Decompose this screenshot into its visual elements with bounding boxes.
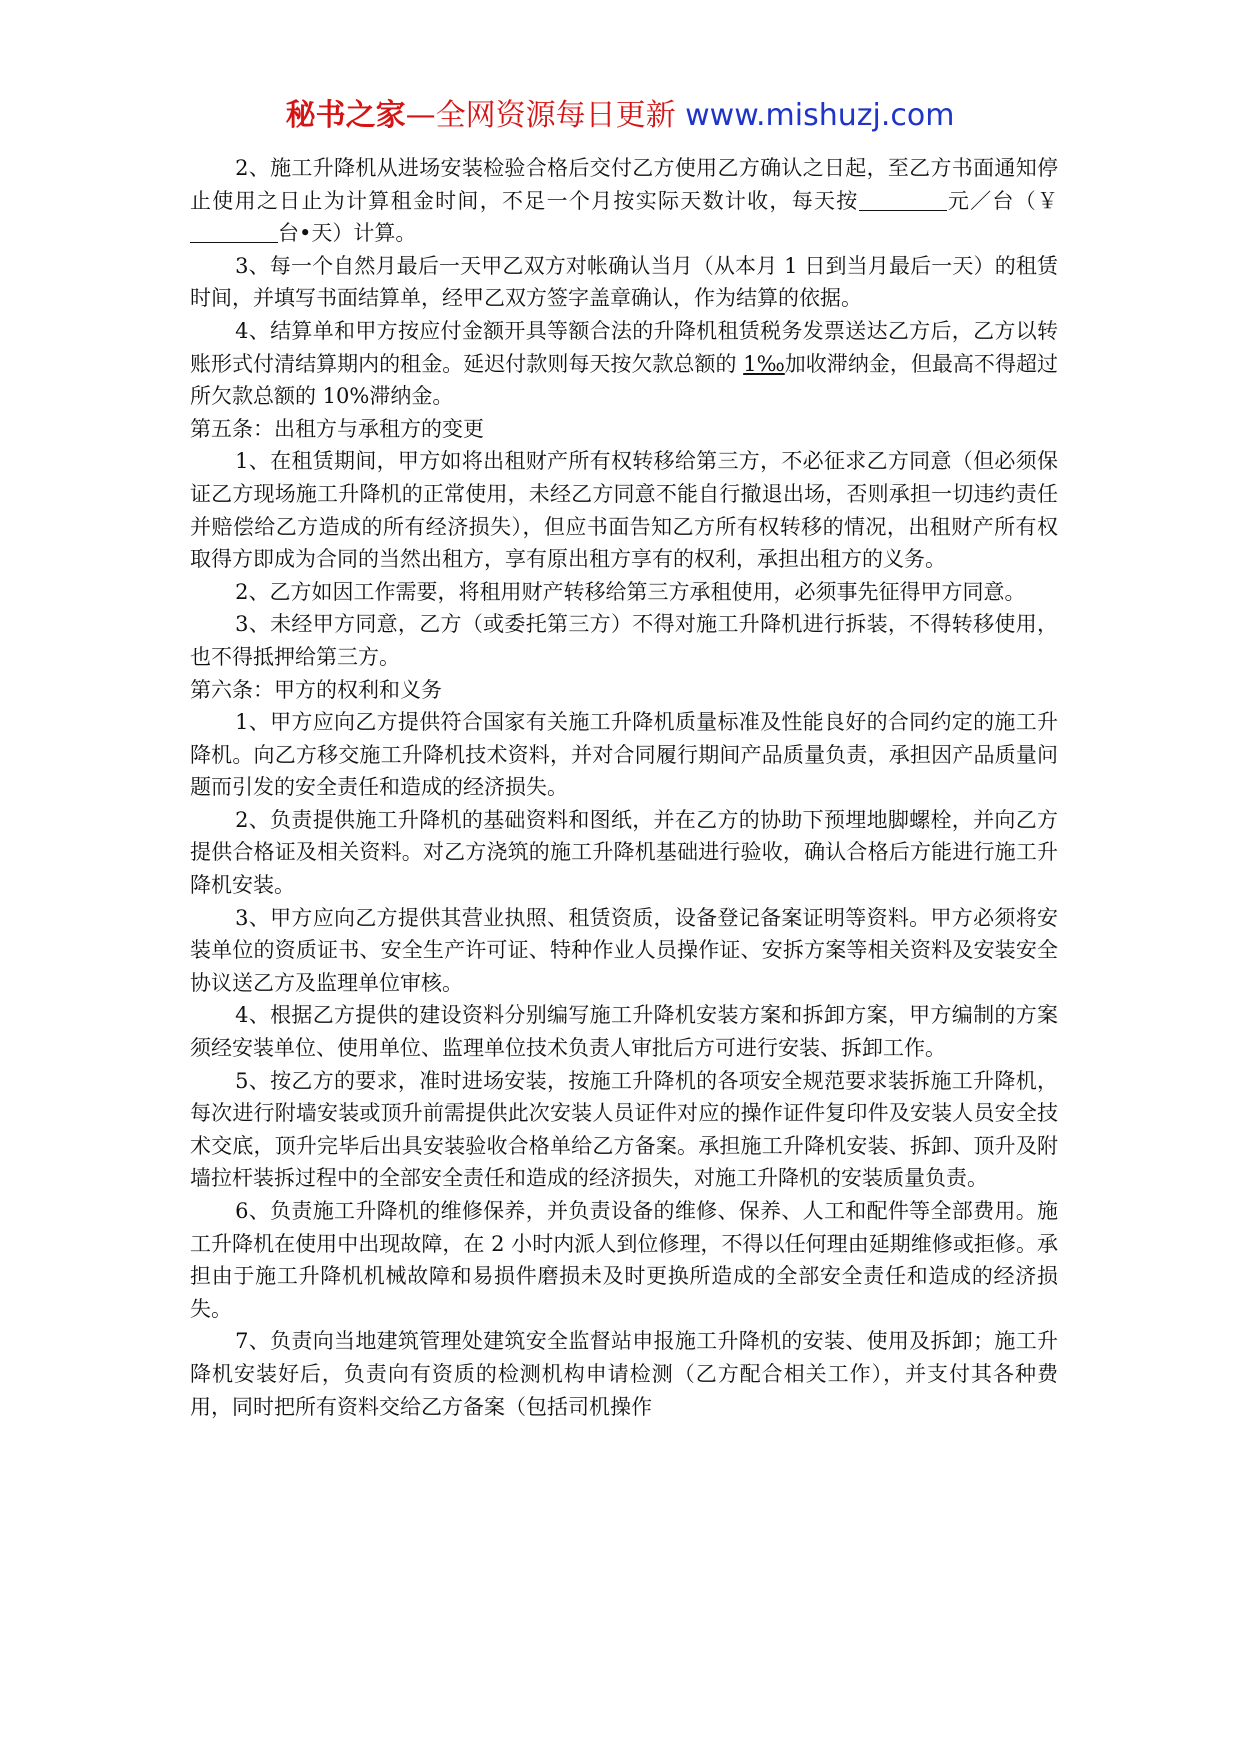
site-header [0,96,1240,136]
clause4-paragraph-4: 4、结算单和甲方按应付金额开具等额合法的升降机租赁税务发票送达乙方后，乙方以转账形式付清结算期内的租金。延迟付款则每天按欠款总额的 1‰加收滞纳金，但最高不得超过所欠款总额的 10%滞纳金。 [190,318,1058,409]
clause4-paragraph-2: 2、施工升降机从进场安装检验合格后交付乙方使用乙方确认之日起，至乙方书面通知停止使用之日止为计算租金时间，不足一个月按实际天数计收，每天按 元／台（￥台•天）计算。 [190,156,1059,246]
clause5-paragraph-3: 3、未经甲方同意，乙方（或委托第三方）不得对施工升降机进行拆装，不得转移使用，也不得抵押给第三方。 [190,612,1058,669]
header-url-link[interactable]: www.mishuzj.com [685,98,955,133]
clause5-paragraph-2: 2、乙方如因工作需要，将租用财产转移给第三方承租使用，必须事先征得甲方同意。 [235,579,1026,604]
clause6-paragraph-4: 4、根据乙方提供的建设资料分别编写施工升降机安装方案和拆卸方案，甲方编制的方案须经安装单位、使用单位、监理单位技术负责人审批后方可进行安装、拆卸工作。 [190,1003,1058,1061]
late-fee-rate: 1‰ [743,351,785,376]
clause6-paragraph-7: 7、负责向当地建筑管理处建筑安全监督站申报施工升降机的安装、使用及拆卸；施工升降机安装好后，负责向有资质的检测机构申请检测（乙方配合相关工作），并支付其各种费用，同时把所有资料交给乙方备案（包括司机操作 [190,1329,1058,1419]
brand-name: 秘书之家 [285,98,406,133]
clause6-paragraph-2: 2、负责提供施工升降机的基础资料和图纸，并在乙方的协助下预埋地脚螺栓，并向乙方提供合格证及相关资料。对乙方浇筑的施工升降机基础进行验收，确认合格后方能进行施工升降机安装。 [190,807,1058,898]
clause5-paragraph-1: 1、在租赁期间，甲方如将出租财产所有权转移给第三方，不必征求乙方同意（但必须保证乙方现场施工升降机的正常使用，未经乙方同意不能自行撤退出场，否则承担一切违约责任并赔偿给乙方造成的所有经济损失），但应书面告知乙方所有权转移的情况，出租财产所有权取得方即成为合同的当然出租方，享有原出租方享有的权利，承担出租方的义务。 [190,449,1058,572]
clause6-paragraph-5: 5、按乙方的要求，准时进场安装，按施工升降机的各项安全规范要求装拆施工升降机，每次进行附墙安装或顶升前需提供此次安装人员证件对应的操作证件复印件及安装人员安全技术交底，顶升完毕后出具安装验收合格单给乙方备案。承担施工升降机安装、拆卸、顶升及附墙拉杆装拆过程中的全部安全责任和造成的经济损失，对施工升降机的安装质量负责。 [190,1068,1058,1191]
clause6-paragraph-1: 1、甲方应向乙方提供符合国家有关施工升降机质量标准及性能良好的合同约定的施工升降机。向乙方移交施工升降机技术资料，并对合同履行期间产品质量负责，承担因产品质量问题而引发的安全责任和造成的经济损失。 [190,710,1058,800]
blank-field [190,222,278,243]
clause6-paragraph-6: 6、负责施工升降机的维修保养，并负责设备的维修、保养、人工和配件等全部费用。施工升降机在使用中出现故障，在 2 小时内派人到位修理，不得以任何理由延期维修或拒修。承担由于施工升降机机械故障和易损件磨损未及时更换所造成的全部安全责任和造成的经济损失。 [190,1199,1058,1321]
clause6-heading: 第六条：甲方的权利和义务 [190,677,442,702]
header-slogan: —全网资源每日更新 [405,98,686,133]
clause4-paragraph-3: 3、每一个自然月最后一天甲乙双方对帐确认当月（从本月 1 日到当月最后一天）的租赁时间，并填写书面结算单，经甲乙双方签字盖章确认，作为结算的依据。 [190,253,1058,311]
blank-field [859,190,947,211]
clause5-heading: 第五条：出租方与承租方的变更 [190,416,484,441]
document-body [190,152,1058,1423]
clause6-paragraph-3: 3、甲方应向乙方提供其营业执照、租赁资质，设备登记备案证明等资料。甲方必须将安装单位的资质证书、安全生产许可证、特种作业人员操作证、安拆方案等相关资料及安装安全协议送乙方及监理单位审核。 [190,905,1058,995]
